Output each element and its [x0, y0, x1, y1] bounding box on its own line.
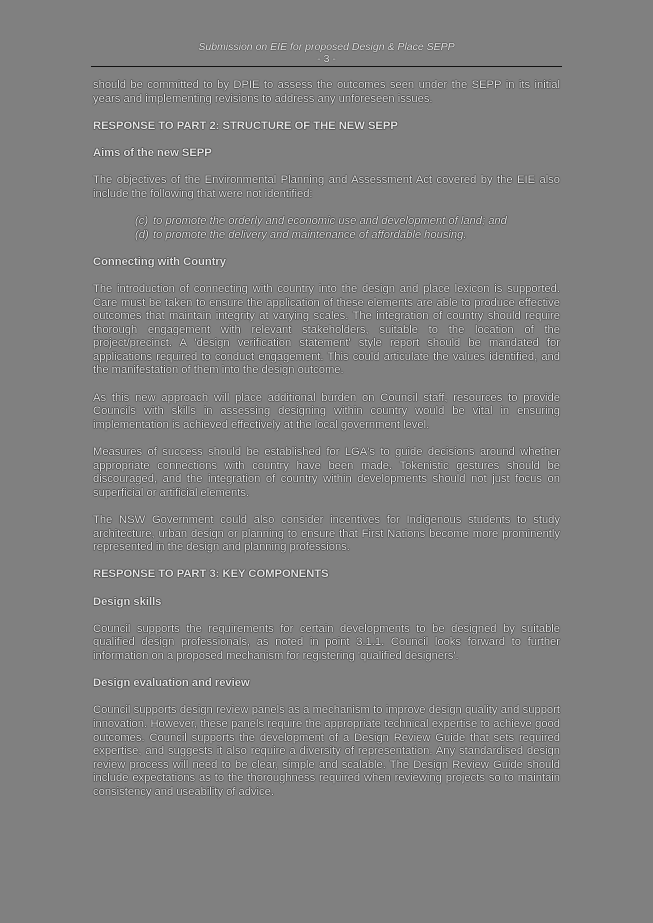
objective-marker: (d)	[135, 228, 149, 241]
objective-text: to promote the delivery and maintenance of affordable housing.	[153, 228, 467, 241]
section-heading-part2: RESPONSE TO PART 2: STRUCTURE OF THE NEW SEPP	[93, 119, 398, 132]
subheading-design-skills: Design skills	[93, 595, 162, 608]
subheading-aims: Aims of the new SEPP	[93, 146, 212, 159]
objective-item	[135, 229, 560, 243]
aims-intro: The objectives of the Environmental Planning and Assessment Act covered by the EIE also include the following that were not identified:	[93, 174, 560, 200]
country-paragraph: As this new approach will place additional burden on Council staff, resources to provide Councils with skills in assessing designing within country would be vital in ensuring implementation is achieved effectively at the local government level.	[93, 391, 560, 431]
country-paragraph: The introduction of connecting with country into the design and place lexicon is supported. Care must be taken to ensure the application of these elements are able to produce effective outcomes that maintain integrity at varying scales. The integration of country should require thorough engagement with relevant stakeholders, suitable to the location of the project/precinct. A 'design verification statement' style report should be mandated for applications required to conduct engagement. This could articulate the values identified, and the manifestation of them into the design outcome.	[93, 282, 560, 377]
section-heading-part3: RESPONSE TO PART 3: KEY COMPONENTS	[93, 568, 329, 581]
objective-item	[135, 215, 560, 229]
subheading-design-evaluation: Design evaluation and review	[93, 677, 250, 690]
design-review-paragraph: Council supports design review panels as a mechanism to improve design quality and support innovation. However, these panels require the appropriate technical expertise to achieve good outcomes. Council supports the development of a Design Review Guide that sets required expertise, and suggests it also require a diversity of representation. Any standardised design review process will need to be clear, simple and scalable. The Design Review Guide should include expectations as to the thoroughness required when reviewing projects so to maintain consistency and useability of advice.	[93, 704, 560, 798]
objective-text: to promote the orderly and economic use and development of land; and	[153, 214, 507, 227]
subheading-connecting-with-country: Connecting with Country	[93, 255, 226, 268]
page-header	[93, 41, 560, 65]
continuation-paragraph: should be committed to by DPIE to assess the outcomes seen under the SEPP in its initial years and implementing revisions to address any unforeseen issues.	[93, 79, 560, 105]
page-number: - 3 -	[317, 53, 336, 65]
objectives-list	[93, 215, 560, 242]
document-body	[93, 79, 560, 813]
country-paragraph: Measures of success should be established for LGA's to guide decisions around whether appropriate connections with country have been made. Tokenistic gestures should be discouraged, and the integration of country within developments should not just focus on superficial or artificial elements.	[93, 446, 560, 499]
design-skills-paragraph: Council supports the requirements for certain developments to be designed by suitable qualified design professionals, as noted in point 3.1.1. Council looks forward to further information on a proposed mechanism for registering 'qualified designers'.	[93, 622, 560, 662]
country-paragraph: The NSW Government could also consider incentives for Indigenous students to study architecture, urban design or planning to ensure that First Nations become more prominently represented in the design and planning professions.	[93, 514, 560, 554]
header-divider	[91, 66, 562, 67]
header-title: Submission on EIE for proposed Design & Place SEPP	[198, 41, 455, 53]
objective-marker: (c)	[135, 214, 149, 227]
